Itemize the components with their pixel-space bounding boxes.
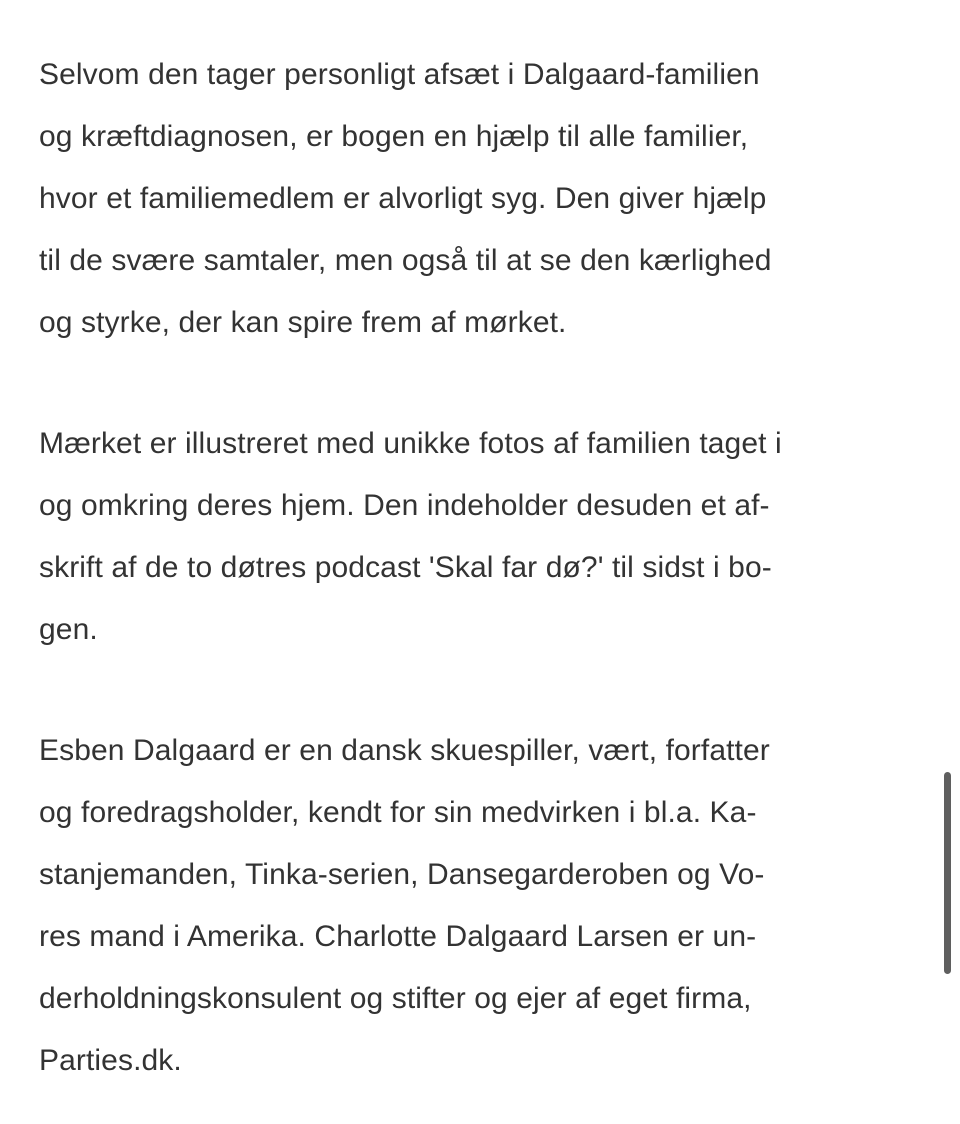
text-line: hvor et familiemedlem er alvorligt syg. Den giver hjælp [39,182,767,215]
paragraph-illustrations [39,413,929,661]
text-line: Selvom den tager personligt afsæt i Dalgaard-familien [39,58,760,91]
text-line: og styrke, der kan spire frem af mørket. [39,306,567,339]
text-line: res mand i Amerika. Charlotte Dalgaard Larsen er un- [39,920,757,953]
text-line: gen. [39,613,98,646]
text-line: Parties.dk. [39,1044,182,1077]
article-body [39,44,929,1092]
text-line: og omkring deres hjem. Den indeholder desuden et af- [39,489,770,522]
text-line: skrift af de to døtres podcast 'Skal far dø?' til sidst i bo- [39,551,772,584]
paragraph-book-help [39,44,929,354]
scrollbar-thumb[interactable] [944,772,951,974]
text-line: til de svære samtaler, men også til at se den kærlighed [39,244,772,277]
text-line: og foredragsholder, kendt for sin medvirken i bl.a. Ka- [39,796,757,829]
text-line: derholdningskonsulent og stifter og ejer af eget firma, [39,982,752,1015]
text-line: Mærket er illustreret med unikke fotos af familien taget i [39,427,782,460]
paragraph-authors [39,720,929,1092]
text-line: Esben Dalgaard er en dansk skuespiller, vært, forfatter [39,734,770,767]
text-line: og kræftdiagnosen, er bogen en hjælp til alle familier, [39,120,749,153]
text-line: stanjemanden, Tinka-serien, Dansegarderoben og Vo- [39,858,765,891]
